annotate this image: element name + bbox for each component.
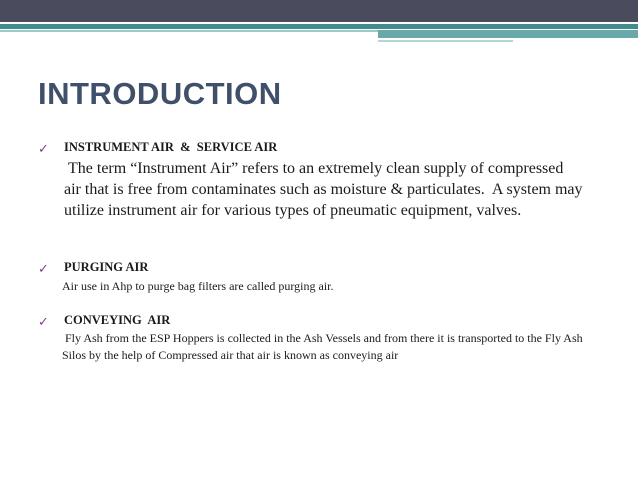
- section-body-conveying-air: Fly Ash from the ESP Hoppers is collected in the Ash Vessels and from there it is transported to the Fly Ash Silos by the help of Compressed air that air is known as conveying air: [62, 331, 586, 362]
- check-icon: ✓: [38, 262, 49, 277]
- section-heading-purging-air: PURGING AIR: [64, 260, 149, 274]
- header-band: [0, 0, 638, 22]
- slide-title: INTRODUCTION: [38, 76, 282, 111]
- header-stripe-thin: [0, 30, 380, 32]
- header-accent-line: [378, 40, 513, 42]
- header-accent-block: [378, 30, 638, 38]
- section-heading-instrument-air: INSTRUMENT AIR & SERVICE AIR: [64, 140, 278, 154]
- header-stripe: [0, 24, 638, 29]
- section-body-purging-air: Air use in Ahp to purge bag filters are called purging air.: [62, 279, 334, 293]
- check-icon: ✓: [38, 315, 49, 330]
- section-heading-conveying-air: CONVEYING AIR: [64, 313, 171, 327]
- check-icon: ✓: [38, 142, 49, 157]
- section-body-instrument-air: The term “Instrument Air” refers to an extremely clean supply of compressed air that is free from contaminates such as moisture & particulates. A system may utilize instrument air for various types of pneumatic equipment, valves.: [64, 160, 587, 219]
